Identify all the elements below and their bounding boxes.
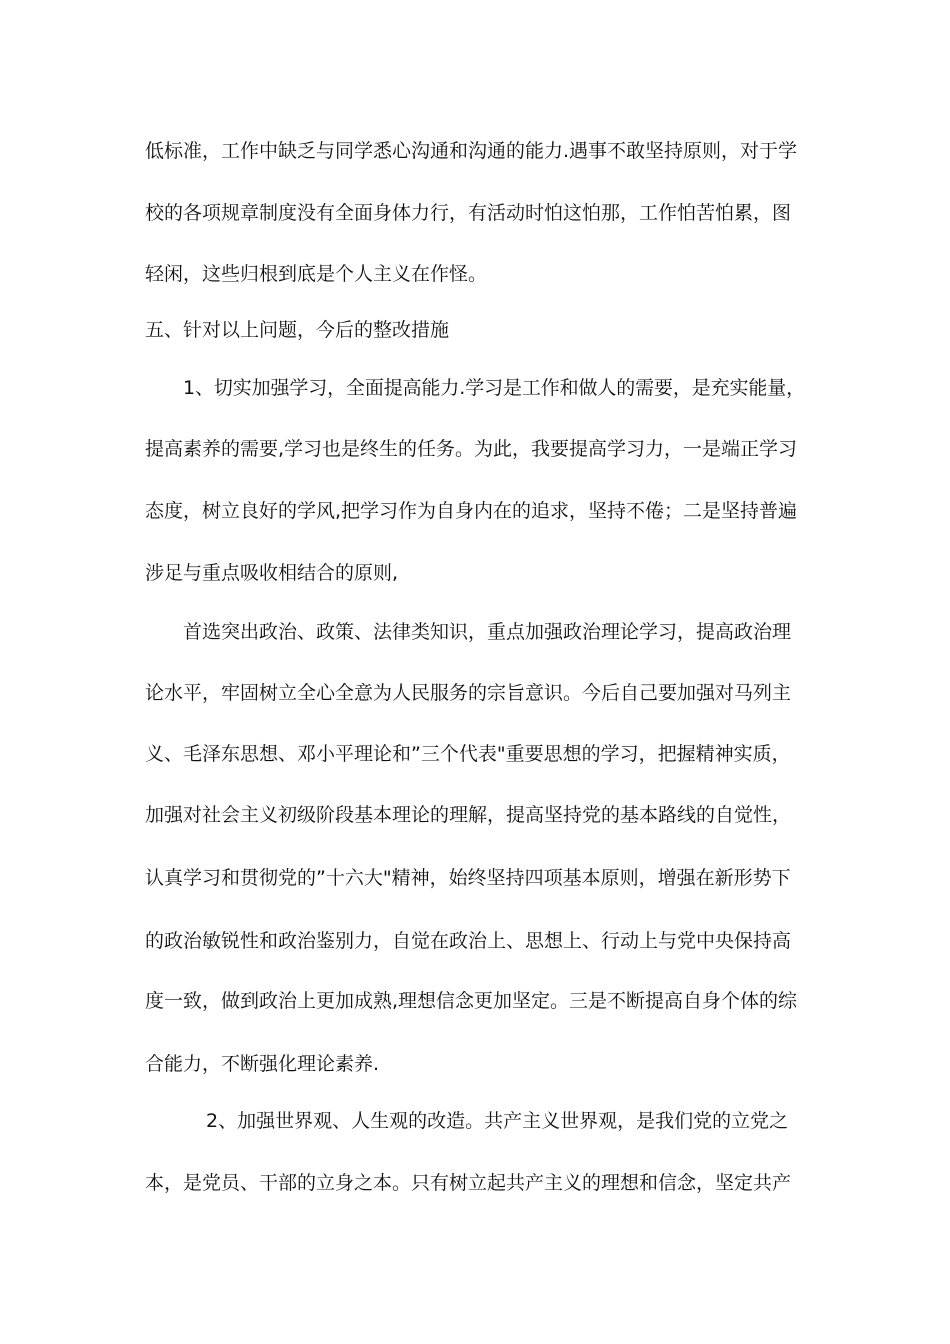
text-line-17: 2、加强世界观、人生观的改造。共产主义世界观，是我们党的立党之 xyxy=(206,1110,789,1132)
text-line-7: 态度，树立良好的学风,把学习作为自身内在的追求，坚持不倦；二是坚持普遍 xyxy=(145,500,798,522)
text-line-10: 论水平，牢固树立全心全意为人民服务的宗旨意识。今后自己要加强对马列主 xyxy=(145,682,792,704)
text-line-13: 认真学习和贯彻党的”十六大"精神，始终坚持四项基本原则，增强在新形势下 xyxy=(145,867,791,889)
text-line-9: 首选突出政治、政策、法律类知识，重点加强政治理论学习，提高政治理 xyxy=(183,621,792,643)
text-line-11: 义、毛泽东思想、邓小平理论和”三个代表"重要思想的学习，把握精神实质， xyxy=(145,743,791,765)
text-line-8: 涉足与重点吸收相结合的原则, xyxy=(145,562,399,584)
text-line-6: 提高素养的需要,学习也是终生的任务。为此，我要提高学习力，一是端正学习 xyxy=(145,438,798,460)
text-line-1: 低标准，工作中缺乏与同学悉心沟通和沟通的能力.遇事不敢坚持原则，对于学 xyxy=(145,140,798,162)
text-line-15: 度一致，做到政治上更加成熟,理想信念更加坚定。三是不断提高自身个体的综 xyxy=(145,990,798,1012)
text-line-2: 校的各项规章制度没有全面身体力行，有活动时怕这怕那，工作怕苦怕累，图 xyxy=(145,202,792,224)
section-heading: 五、针对以上问题，今后的整改措施 xyxy=(145,319,450,341)
text-line-12: 加强对社会主义初级阶段基本理论的理解，提高坚持党的基本路线的自觉性， xyxy=(145,804,792,826)
text-line-5: 1、切实加强学习，全面提高能力.学习是工作和做人的需要，是充实能量， xyxy=(183,377,806,399)
text-line-18: 本，是党员、干部的立身之本。只有树立起共产主义的理想和信念，坚定共产 xyxy=(145,1172,792,1194)
text-line-3: 轻闲，这些归根到底是个人主义在作怪。 xyxy=(145,263,488,285)
text-line-16: 合能力，不断强化理论素养. xyxy=(145,1053,380,1075)
text-line-14: 的政治敏锐性和政治鉴别力，自觉在政治上、思想上、行动上与党中央保持高 xyxy=(145,930,792,952)
